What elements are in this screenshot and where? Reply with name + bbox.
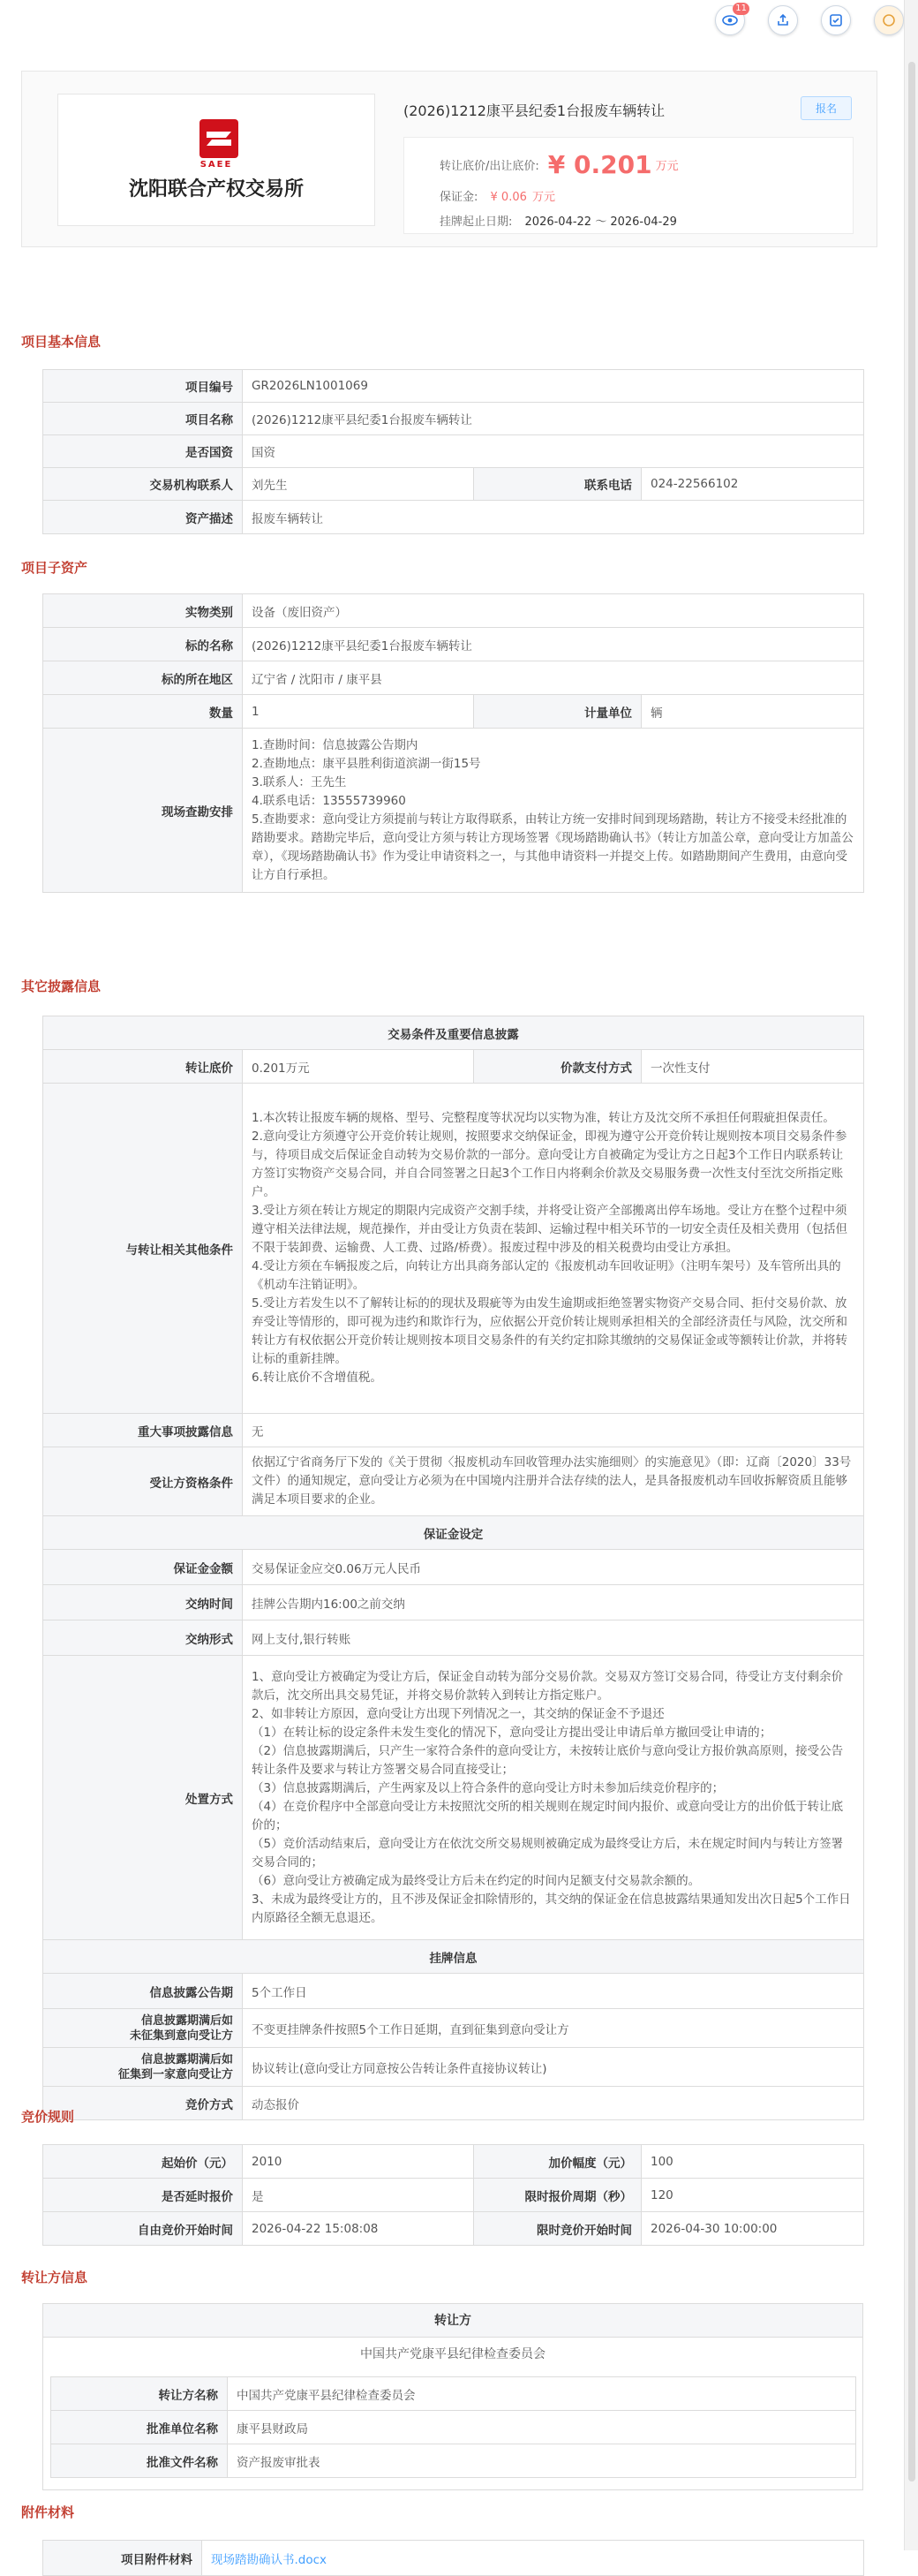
timed-bid-start: 2026-04-30 10:00:00 [642, 2212, 864, 2246]
asset-unit: 辆 [642, 695, 864, 729]
attachment-link[interactable]: 现场踏勘确认书.docx [211, 2552, 327, 2567]
deposit-value: ¥ 0.06 [490, 191, 527, 204]
field-label: 限时竞价开始时间 [474, 2212, 642, 2246]
table-row [43, 1940, 864, 1974]
table-row [43, 1084, 864, 1414]
basic-info-table [42, 369, 864, 534]
buyer-qualification: 依据辽宁省商务厅下发的《关于贯彻〈报废机动车回收管理办法实施细则〉的实施意见》（即：辽商〔2020〕33号文件）的通知规定，意向受让方必须为在中国境内注册并合法存续的法人，是具备报废机动车回收拆解资质且能够满足本项目要求的企业。 [243, 1447, 864, 1516]
table-row [43, 1050, 864, 1084]
floating-toolbar [715, 2, 918, 42]
contact-person: 刘先生 [243, 468, 474, 501]
section-title-seller: 转让方信息 [21, 2270, 88, 2285]
section-title-other: 其它披露信息 [21, 978, 102, 994]
asset-qty: 1 [243, 695, 474, 729]
table-row [43, 2541, 864, 2576]
table-row [43, 1656, 864, 1940]
table-row [43, 501, 864, 534]
eye-icon[interactable] [715, 5, 745, 35]
field-label: 交易机构联系人 [43, 468, 243, 501]
start-price: 2010 [243, 2145, 474, 2179]
field-label: 信息披露公告期 [43, 1974, 243, 2009]
inspection-arrangement [243, 729, 864, 893]
table-row [43, 468, 864, 501]
table-row [43, 661, 864, 695]
label-line: 信息披露期满后如 [140, 2013, 233, 2028]
handling-line: 1、意向受让方被确定为受让方后，保证金自动转为部分交易价款。交易双方签订交易合同，待受让方支付剩余价款后，沈交所出具交易凭证，并将交易价款转入到转让方指定账户。 [252, 1669, 844, 1703]
project-code: GR2026LN1001069 [243, 370, 864, 403]
table-row [43, 435, 864, 468]
handling-line: （5）竞价活动结束后，意向受让方在依沈交所交易规则被确定成为最终受让方后，未在规定时间内与转让方签署交易合同的； [252, 1836, 844, 1870]
table-row [43, 695, 864, 729]
table-row [43, 628, 864, 661]
logo-text: SAEE [199, 160, 233, 170]
field-label: 是否延时报价 [43, 2179, 243, 2212]
one-buyer-handling: 协议转让(意向受让方同意按公告转让条件直接协议转让) [243, 2048, 864, 2087]
condition-line: 2.意向受让方须遵守公开竞价转让规则，按照要求交纳保证金，即视为遵守公开竞价转让规则按本项目交易条件参与，待项目成交后保证金自动转为交易价款的一部分。意向受让方自被确定为受让方之日起3个工作日内联系转让方签订实物资产交易合同，并自合同签署之日起3个工作日内将剩余价款及交易服务费一次性支付至沈交所指定账户。 [252, 1129, 847, 1199]
field-label: 受让方资格条件 [43, 1447, 243, 1516]
section-title-basic: 项目基本信息 [21, 334, 102, 350]
handling-line: 3、未成为最终受让方的，且不涉及保证金扣除情形的，其交纳的保证金在信息披露结果通知发出次日起5个工作日内原路径全额无息退还。 [252, 1892, 851, 1925]
notification-badge: 11 [733, 3, 749, 15]
table-row [43, 594, 864, 628]
inspect-line: 3.联系人：王先生 [252, 774, 347, 789]
field-label: 现场查勘安排 [43, 729, 243, 893]
field-label: 保证金金额 [43, 1550, 243, 1585]
scrollbar-thumb[interactable] [908, 62, 915, 2482]
seller-card [42, 2303, 863, 2490]
seller-org: 中国共产党康平县纪律检查委员会 [360, 2347, 546, 2361]
section-title-sub-asset: 项目子资产 [21, 560, 88, 576]
other-info-table [42, 1016, 864, 2120]
field-label: 计量单位 [474, 695, 642, 729]
share-icon[interactable] [768, 5, 798, 35]
saee-logo-icon [199, 119, 238, 158]
table-row [51, 2411, 856, 2444]
table-row [43, 2087, 864, 2120]
field-label: 竞价方式 [43, 2087, 243, 2120]
field-label: 转让方名称 [51, 2377, 228, 2411]
attachment-table [42, 2540, 864, 2576]
field-label: 批准单位名称 [51, 2411, 228, 2444]
notice-period: 5个工作日 [243, 1974, 864, 2009]
period-value: 2026-04-22 ～ 2026-04-29 [524, 215, 677, 229]
condition-line: 6.转让底价不含增值税。 [252, 1371, 382, 1385]
delay-bidding: 是 [243, 2179, 474, 2212]
field-label: 起始价（元） [43, 2145, 243, 2179]
payment-method: 一次性支付 [642, 1050, 864, 1084]
deposit-form: 网上支付,银行转账 [243, 1620, 864, 1656]
project-header [21, 71, 877, 247]
scrollbar[interactable] [904, 0, 918, 2550]
field-label: 标的名称 [43, 628, 243, 661]
table-row [43, 1585, 864, 1620]
price-label: 转让底价/出让底价: [440, 160, 539, 173]
condition-line: 5.受让方若发生以不了解转让标的的现状及瑕疵等为由发生逾期或拒绝签署实物资产交易合同、拒付交易价款、放弃受让等情形的，即可视为违约和欺诈行为，应依据公开竞价转让规则承担相关的全部经济责任与风险，沈交所和转让方有权依据公开竞价转让规则按本项目交易条件的有关约定扣除其缴纳的交易保证金或等额转让价款，并将转让标的重新挂牌。 [252, 1296, 847, 1366]
price-info-box [403, 137, 854, 234]
inspect-line: 4.联系电话：13555739960 [252, 793, 406, 808]
seller-table [50, 2376, 856, 2478]
attachment-cell [202, 2541, 864, 2576]
inspect-line: 2.查勘地点：康平县胜利街道滨湖一街15号 [252, 756, 481, 771]
field-label: 是否国资 [43, 435, 243, 468]
period-row [440, 212, 677, 229]
transfer-conditions [243, 1084, 864, 1414]
table-row [43, 2009, 864, 2048]
field-label: 交纳形式 [43, 1620, 243, 1656]
table-row [51, 2377, 856, 2411]
service-icon[interactable] [874, 5, 904, 35]
limit-period: 120 [642, 2179, 864, 2212]
handling-line: （6）意向受让方被确定成为最终受让方后未在约定的时间内足额支付交易款余额的。 [252, 1873, 701, 1888]
price-row [440, 150, 679, 179]
table-row [43, 729, 864, 893]
field-label: 实物类别 [43, 594, 243, 628]
field-label: 转让底价 [43, 1050, 243, 1084]
no-buyer-handling: 不变更挂牌条件按照5个工作日延期，直到征集到意向受让方 [243, 2009, 864, 2048]
table-row [43, 1447, 864, 1516]
transfer-price: 0.201万元 [243, 1050, 474, 1084]
table-row [43, 2212, 864, 2246]
table-row [43, 1414, 864, 1447]
sub-asset-table [42, 593, 864, 893]
field-label: 项目名称 [43, 403, 243, 435]
free-bid-start: 2026-04-22 15:08:08 [243, 2212, 474, 2246]
table-row [43, 370, 864, 403]
section-title-attach: 附件材料 [21, 2504, 75, 2520]
deposit-label: 保证金: [440, 191, 478, 204]
deposit-amount: 交易保证金应交0.06万元人民币 [243, 1550, 864, 1585]
field-label: 联系电话 [474, 468, 642, 501]
field-label: 项目编号 [43, 370, 243, 403]
field-label: 处置方式 [43, 1656, 243, 1940]
table-row [43, 2048, 864, 2087]
org-name: 沈阳联合产权交易所 [128, 178, 304, 200]
major-issues: 无 [243, 1414, 864, 1447]
price-unit: 万元 [655, 160, 679, 173]
table-row [43, 1620, 864, 1656]
deposit-row [440, 187, 555, 204]
asset-type: 设备（废旧资产） [243, 594, 864, 628]
period-label: 挂牌起止日期: [440, 215, 513, 229]
condition-line: 4.受让方须在车辆报废之后，向转让方出具商务部认定的《报废机动车回收证明》（注明车架号）及车管所出具的《机动车注销证明》。 [252, 1259, 841, 1292]
field-label: 价款支付方式 [474, 1050, 642, 1084]
project-title: (2026)1212康平县纪委1台报废车辆转让 [403, 102, 666, 119]
table-row [43, 1016, 864, 1050]
field-label: 重大事项披露信息 [43, 1414, 243, 1447]
deposit-time: 挂牌公告期内16:00之前交纳 [243, 1585, 864, 1620]
label-line: 信息披露期满后如 [140, 2052, 233, 2066]
field-label: 限时报价周期（秒） [474, 2179, 642, 2212]
approval-doc: 资产报废审批表 [228, 2444, 856, 2478]
field-label: 标的所在地区 [43, 661, 243, 695]
deposit-header: 保证金设定 [43, 1516, 864, 1550]
handling-line: （2）信息披露期满后，只产生一家符合条件的意向受让方，未按转让底价与意向受让方报价孰高原则，接受公告转让条件及要求与转让方签署交易合同直接受让； [252, 1743, 844, 1777]
asset-desc: 报废车辆转让 [243, 501, 864, 534]
table-row [43, 1550, 864, 1585]
project-detail-page [21, 71, 877, 2567]
field-label: 数量 [43, 695, 243, 729]
project-name: (2026)1212康平县纪委1台报废车辆转让 [243, 403, 864, 435]
field-label: 交纳时间 [43, 1585, 243, 1620]
section-title-auction: 竞价规则 [21, 2109, 75, 2125]
label-line: 征集到一家意向受让方 [117, 2067, 233, 2081]
handling-line: （1）在转让标的设定条件未发生变化的情况下，意向受让方提出受让申请后单方撤回受让申请的； [252, 1725, 772, 1740]
field-label [43, 2048, 243, 2087]
inspect-line: 5.查勘要求：意向受让方须提前与转让方取得联系，由转让方统一安排时间到现场踏勘，转让方不接受未经批准的踏勘要求。踏勘完毕后，意向受让方须与转让方现场签署《现场踏勘确认书》（转让方加盖公章，意向受让方加盖公章），《现场踏勘确认书》作为受让申请资料之一，与其他申请资料一并提交上传。如踏勘期间产生费用，由意向受让方自行承担。 [252, 812, 854, 882]
table-row [43, 1974, 864, 2009]
field-label: 批准文件名称 [51, 2444, 228, 2478]
seller-name: 中国共产党康平县纪律检查委员会 [228, 2377, 856, 2411]
asset-name: (2026)1212康平县纪委1台报废车辆转让 [243, 628, 864, 661]
approver-name: 康平县财政局 [228, 2411, 856, 2444]
trade-conditions-header: 交易条件及重要信息披露 [43, 1016, 864, 1050]
bid-method: 动态报价 [243, 2087, 864, 2120]
table-row [43, 403, 864, 435]
handling-line: （4）在竞价程序中全部意向受让方未按照沈交所的相关规则在规定时间内报价、或意向受让方的出价低于转让底价的； [252, 1799, 844, 1832]
contact-phone: 024-22566102 [642, 468, 864, 501]
price-value: ¥ 0.201 [547, 150, 652, 179]
field-label: 项目附件材料 [43, 2541, 202, 2576]
condition-line: 1.本次转让报废车辆的规格、型号、完整程度等状况均以实物为准，转让方及沈交所不承担任何瑕疵担保责任。 [252, 1111, 835, 1125]
bid-step: 100 [642, 2145, 864, 2179]
field-label: 加价幅度（元） [474, 2145, 642, 2179]
collect-icon[interactable] [821, 5, 851, 35]
deposit-unit: 万元 [532, 191, 556, 204]
signup-button[interactable]: 报名 [801, 96, 852, 120]
table-row [43, 2179, 864, 2212]
handling-line: 2、如非转让方原因，意向受让方出现下列情况之一，其交纳的保证金不予退还 [252, 1706, 665, 1721]
seller-header: 转让方 [43, 2304, 862, 2338]
field-label: 资产描述 [43, 501, 243, 534]
field-label [43, 2009, 243, 2048]
handling-line: （3）信息披露期满后，产生两家及以上符合条件的意向受让方时未参加后续竞价程序的； [252, 1780, 725, 1795]
table-row [43, 1516, 864, 1550]
field-label: 自由竞价开始时间 [43, 2212, 243, 2246]
listing-header: 挂牌信息 [43, 1940, 864, 1974]
inspect-line: 1.查勘时间：信息披露公告期内 [252, 737, 418, 752]
state-owned: 国资 [243, 435, 864, 468]
org-logo-box [57, 94, 375, 226]
table-row [43, 2145, 864, 2179]
condition-line: 3.受让方须在转让方规定的期限内完成资产交割手续，并将受让资产全部搬离出停车场地。受让方在整个过程中须遵守相关法律法规，规范操作，并由受让方负责在装卸、运输过程中相关环节的一切安全责任及相关费用（包括但不限于装卸费、运输费、人工费、过路/桥费）。报废过程中涉及的相关税费均由受让方承担。 [252, 1204, 847, 1255]
table-row [51, 2444, 856, 2478]
field-label: 与转让相关其他条件 [43, 1084, 243, 1414]
auction-rules-table [42, 2144, 864, 2246]
deposit-handling [243, 1656, 864, 1940]
label-line: 未征集到意向受让方 [129, 2028, 233, 2043]
asset-location: 辽宁省 / 沈阳市 / 康平县 [243, 661, 864, 695]
